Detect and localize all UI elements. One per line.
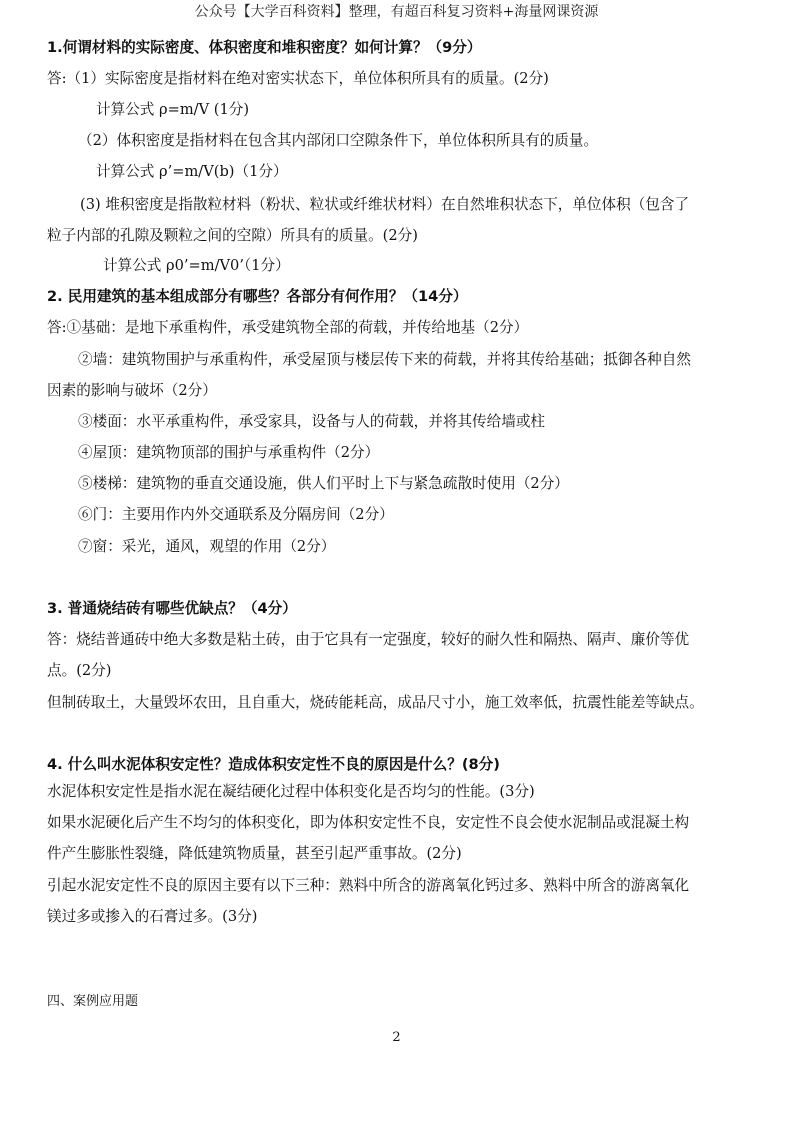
text-line: 引起水泥安定性不良的原因主要有以下三种：熟料中所含的游离氧化钙过多、熟料中所含的游离氧化: [47, 877, 690, 894]
question-heading: 1.何谓材料的实际密度、体积密度和堆积密度？如何计算？（9分）: [47, 39, 482, 56]
text-line: ⑦窗：采光，通风，观望的作用（2分）: [78, 538, 336, 555]
text-line: 计算公式 ρ0’=m/V0’（1分）: [103, 257, 290, 274]
text-line: 件产生膨胀性裂缝，降低建筑物质量，甚至引起严重事故。(2分): [47, 845, 462, 862]
text-line: 答:（1）实际密度是指材料在绝对密实状态下，单位体积所具有的质量。(2分): [47, 70, 549, 87]
page-number: 2: [392, 1030, 401, 1045]
text-line: 粒子内部的孔隙及颗粒之间的空隙）所具有的质量。(2分): [47, 227, 418, 244]
text-line: 答:①基础：是地下承重构件，承受建筑物全部的荷载，并传给地基（2分）: [47, 319, 529, 336]
text-line: （2）体积密度是指材料在包含其内部闭口空隙条件下，单位体积所具有的质量。: [78, 132, 599, 149]
question-heading: 3. 普通烧结砖有哪些优缺点？（4分）: [47, 600, 297, 617]
question-heading: 2. 民用建筑的基本组成部分有哪些？各部分有何作用？（14分）: [47, 288, 468, 305]
text-line: 但制砖取土，大量毁坏农田，且自重大，烧砖能耗高，成品尺寸小，施工效率低，抗震性能差等缺点。: [47, 694, 704, 711]
question-heading: 4. 什么叫水泥体积安定性？造成体积安定性不良的原因是什么？(8分): [47, 756, 500, 773]
text-line: 如果水泥硬化后产生不均匀的体积变化，即为体积安定性不良，安定性不良会使水泥制品或混凝土构: [47, 814, 690, 831]
text-line: ③楼面：水平承重构件，承受家具，设备与人的荷载，并将其传给墙或柱: [78, 413, 546, 430]
text-line: 计算公式 ρ=m/V (1分): [96, 101, 250, 118]
text-line: 因素的影响与破坏（2分）: [47, 382, 217, 399]
section-heading: 四、案例应用题: [47, 994, 139, 1009]
text-line: (3) 堆积密度是指散粒材料（粉状、粒状或纤维状材料）在自然堆积状态下，单位体积（包含了: [80, 196, 690, 213]
page-header: 公众号【大学百科资料】整理，有超百科复习资料+海量网课资源: [194, 4, 599, 20]
text-line: 答：烧结普通砖中绝大多数是粘土砖，由于它具有一定强度，较好的耐久性和隔热、隔声、廉价等优: [47, 631, 690, 648]
text-line: ⑥门：主要用作内外交通联系及分隔房间（2分）: [78, 506, 394, 523]
text-line: 镁过多或掺入的石膏过多。(3分): [47, 908, 258, 925]
text-line: 点。(2分): [47, 662, 112, 679]
text-line: ⑤楼梯：建筑物的垂直交通设施，供人们平时上下与紧急疏散时使用（2分）: [78, 475, 569, 492]
text-line: 计算公式 ρ’=m/V(b)（1分）: [96, 163, 288, 180]
text-line: ②墙：建筑物围护与承重构件，承受屋顶与楼层传下来的荷载，并将其传给基础；抵御各种自然: [78, 351, 691, 368]
text-line: 水泥体积安定性是指水泥在凝结硬化过程中体积变化是否均匀的性能。(3分): [47, 783, 535, 800]
text-line: ④屋顶：建筑物顶部的围护与承重构件（2分）: [78, 444, 380, 461]
